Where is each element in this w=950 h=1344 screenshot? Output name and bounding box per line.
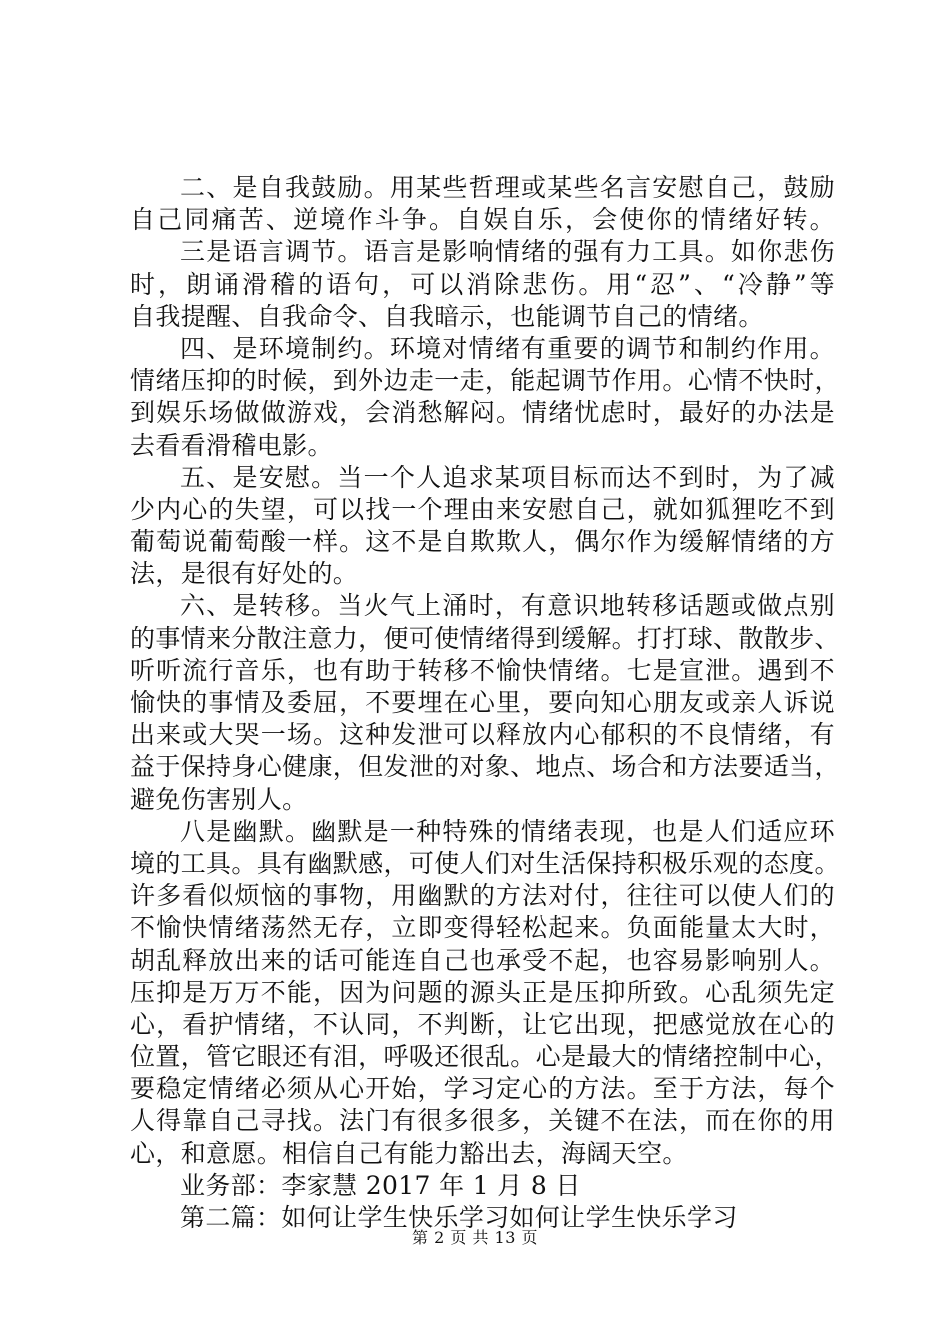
text-line: 出来或大哭一场。这种发泄可以释放内心郁积的不良情绪，有 [130,720,835,750]
signature-line: 业务部：李家慧 2017 年 1 月 8 日 [180,1170,581,1200]
text-line: 八是幽默。幽默是一种特殊的情绪表现，也是人们适应环 [180,816,835,846]
text-line: 愉快的事情及委屈，不要埋在心里，要向知心朋友或亲人诉说 [130,688,835,717]
next-article-title: 第二篇：如何让学生快乐学习如何让学生快乐学习 [180,1203,738,1232]
text-line: 的事情来分散注意力，便可使情绪得到缓解。打打球、散散步、 [130,623,840,653]
text-line: 法，是很有好处的。 [130,559,359,589]
text-line: 葡萄说葡萄酸一样。这不是自欺欺人，偶尔作为缓解情绪的方 [130,527,835,557]
text-line: 胡乱释放出来的话可能连自己也承受不起，也容易影响别人。 [130,945,835,975]
text-line: 三是语言调节。语言是影响情绪的强有力工具。如你悲伤 [180,237,835,267]
text-line: 少内心的失望，可以找一个理由来安慰自己，就如狐狸吃不到 [130,494,835,524]
text-line: 心，和意愿。相信自己有能力豁出去，海阔天空。 [130,1138,688,1168]
text-line: 不愉快情绪荡然无存，立即变得轻松起来。负面能量太大时， [130,913,835,943]
text-line: 自己同痛苦、逆境作斗争。自娱自乐，会使你的情绪好转。 [130,205,835,235]
text-line: 人得靠自己寻找。法门有很多很多，关键不在法，而在你的用 [130,1106,835,1136]
document-body [130,172,840,1234]
text-line: 五、是安慰。当一个人追求某项目标而达不到时，为了减 [180,462,835,492]
text-line: 情绪压抑的时候，到外边走一走，能起调节作用。心情不快时， [130,366,840,396]
text-line: 许多看似烦恼的事物，用幽默的方法对付，往往可以使人们的 [130,881,835,911]
text-line: 要稳定情绪必须从心开始，学习定心的方法。至于方法，每个 [130,1074,835,1104]
page-number-footer: 第 2 页 共 13 页 [412,1228,538,1247]
text-line: 二、是自我鼓励。用某些哲理或某些名言安慰自己，鼓励 [180,173,835,202]
text-line: 心，看护情绪，不认同，不判断，让它出现，把感觉放在心的 [130,1009,835,1039]
text-line: 位置，管它眼还有泪，呼吸还很乱。心是最大的情绪控制中心， [130,1042,840,1072]
text-line: 去看看滑稽电影。 [130,430,333,460]
text-line: 六、是转移。当火气上涌时，有意识地转移话题或做点别 [180,591,835,621]
text-line: 四、是环境制约。环境对情绪有重要的调节和制约作用。 [180,333,835,363]
text-line: 到娱乐场做做游戏，会消愁解闷。情绪忧虑时，最好的办法是 [130,398,835,428]
text-line: 避免伤害别人。 [130,784,308,814]
text-line: 听听流行音乐，也有助于转移不愉快情绪。七是宣泄。遇到不 [130,655,835,685]
text-line: 时，朗诵滑稽的语句，可以消除悲伤。用“忍”、“冷静”等 [130,269,835,299]
text-line: 益于保持身心健康，但发泄的对象、地点、场合和方法要适当， [130,752,840,782]
text-line: 境的工具。具有幽默感，可使人们对生活保持积极乐观的态度。 [130,848,840,878]
text-line: 自我提醒、自我命令、自我暗示，也能调节自己的情绪。 [130,301,764,331]
text-line: 压抑是万万不能，因为问题的源头正是压抑所致。心乱须先定 [130,977,835,1007]
